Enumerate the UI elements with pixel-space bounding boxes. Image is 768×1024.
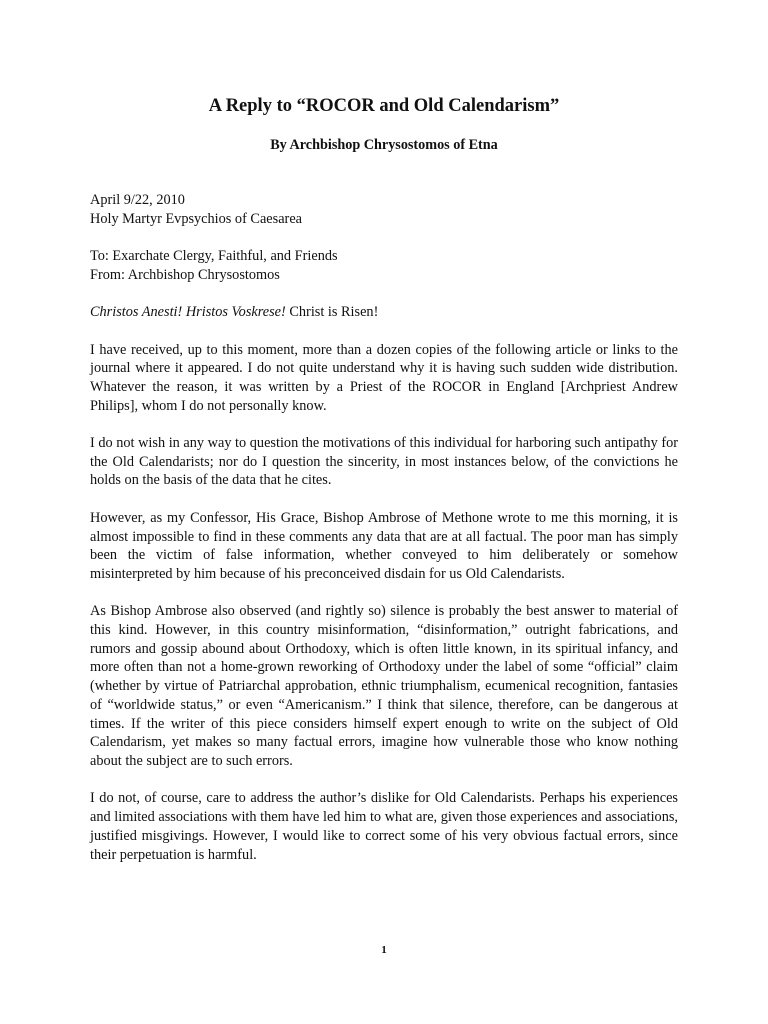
paragraph-1: I have received, up to this moment, more than a dozen copies of the following article or links to the journal where it appeared. I do not quite understand why it is having such sudden wide distribution. Whatever the reason, it was written by a Priest of the ROCOR in England [Archpriest Andrew Philips], whom I do not personally know. xyxy=(90,341,678,414)
paragraph-3: However, as my Confessor, His Grace, Bishop Ambrose of Methone wrote to me this morning, it is almost impossible to find in these comments any data that are at all factual. The poor man has simply been the victim of false information, whether conveyed to him deliberately or somehow misinterpreted by him because of his preconceived disdain for us Old Calendarists. xyxy=(90,509,678,582)
paragraph-5: I do not, of course, care to address the author’s dislike for Old Calendarists. Perhaps his experiences and limited associations with them have led him to what are, given those experiences and associations, justified misgivings. However, I would like to correct some of his very obvious factual errors, since their perpetuation is harmful. xyxy=(90,790,678,863)
from-line: From: Archbishop Chrysostomos xyxy=(90,266,280,283)
letter-date: April 9/22, 2010 xyxy=(90,192,185,208)
feast-day: Holy Martyr Evpsychios of Caesarea xyxy=(90,210,303,227)
author-byline: By Archbishop Chrysostomos of Etna xyxy=(270,137,498,153)
letter-body xyxy=(90,191,678,883)
date-block xyxy=(90,191,678,228)
paragraph-2: I do not wish in any way to question the motivations of this individual for harboring such antipathy for the Old Calendarists; nor do I question the sincerity, in most instances below, of the convictions he holds on the basis of the data that he cites. xyxy=(90,435,678,489)
page-number: 1 xyxy=(381,944,387,956)
greeting-plain: Christ is Risen! xyxy=(285,304,379,321)
greeting xyxy=(90,303,678,322)
address-block xyxy=(90,247,678,284)
greeting-italic: Christos Anesti! Hristos Voskrese! xyxy=(90,304,286,321)
paragraph-4: As Bishop Ambrose also observed (and rightly so) silence is probably the best answer to material of this kind. However, in this country misinformation, “disinformation,” outright fabrications, and rumors and gossip abound about Orthodoxy, which is often little known, in its spiritual infancy, and more often than not a home-grown reworking of Orthodoxy under the label of some “official” claim (whether by virtue of Patriarchal approbation, ethnic triumphalism, ecumenical recognition, fantasies of “worldwide status,” or even “Americanism.” I think that silence, therefore, can be dangerous at times. If the writer of this piece considers himself expert enough to write on the subject of Old Calendarism, yet makes so many factual errors, imagine how vulnerable those who know nothing about the subject are to such errors. xyxy=(90,603,678,769)
to-line: To: Exarchate Clergy, Faithful, and Friends xyxy=(90,248,338,265)
document-title: A Reply to “ROCOR and Old Calendarism” xyxy=(208,96,560,116)
